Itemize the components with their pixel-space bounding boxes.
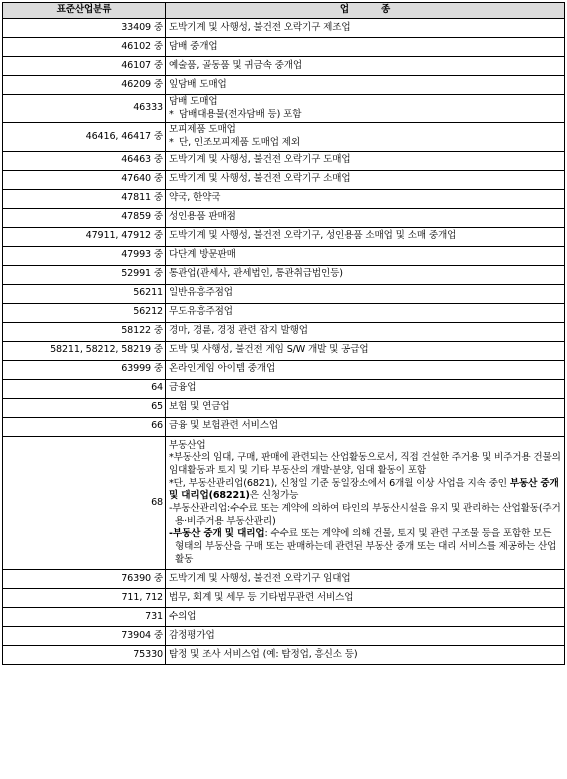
- industry-code: 46209 중: [3, 76, 166, 95]
- industry-code: 33409 중: [3, 19, 166, 38]
- industry-name: 도박기계 및 사행성, 불건전 오락기구, 성인용품 소매업 및 소매 중개업: [166, 227, 565, 246]
- industry-code: 46416, 46417 중: [3, 123, 166, 151]
- table-row: [3, 265, 565, 284]
- industry-name: 보험 및 연금업: [166, 398, 565, 417]
- note-asterisk: *: [169, 452, 174, 464]
- industry-name: 성인용품 판매점: [166, 208, 565, 227]
- industry-name: 약국, 한약국: [166, 189, 565, 208]
- table-row: [3, 322, 565, 341]
- industry-name: 도박기계 및 사행성, 불건전 오락기구 임대업: [166, 570, 565, 589]
- note-asterisk: *: [169, 477, 174, 489]
- industry-code: 47993 중: [3, 246, 166, 265]
- table-row: [3, 398, 565, 417]
- table-row: [3, 123, 565, 151]
- note-text-emphasis: 부동산 중개 및 대리업(68221): [169, 477, 559, 502]
- industry-code: 76390 중: [3, 570, 166, 589]
- table-row: [3, 360, 565, 379]
- table-row: [3, 227, 565, 246]
- industry-code: 46463 중: [3, 151, 166, 170]
- industry-name: 다단계 방문판매: [166, 246, 565, 265]
- table-row: [3, 189, 565, 208]
- table-row: [3, 170, 565, 189]
- industry-code: 47859 중: [3, 208, 166, 227]
- industry-name: 도박기계 및 사행성, 불건전 오락기구 소매업: [166, 170, 565, 189]
- table-row: [3, 95, 565, 123]
- industry-code: 47911, 47912 중: [3, 227, 166, 246]
- note-text: 부동산의 임대, 구매, 판매에 관련되는 산업활동으로서, 직접 건설한 주거용 및 비주거용 건물의 임대활동과 토지 및 기타 부동산의 개발·분양, 임대 활동이 포함: [169, 452, 561, 476]
- subcategory-text: : 수수료 또는 계약에 의해 건물, 토지 및 관련 구조물 등을 포함한 모든 형태의 부동산을 구매 또는 판매하는데 관련된 부동산 중개 또는 대리 서비스를 제공하는 산업활동: [175, 528, 557, 565]
- table-row: [3, 627, 565, 646]
- industry-code: 47640 중: [3, 170, 166, 189]
- note-text: 담배대용물(전자담배 등) 포함: [179, 108, 302, 120]
- table-row: [3, 208, 565, 227]
- industry-code: 46107 중: [3, 57, 166, 76]
- header-industry: 업 종: [166, 3, 565, 19]
- industry-code: 75330: [3, 646, 166, 665]
- industry-code: 63999 중: [3, 360, 166, 379]
- industry-name: 모피제품 도매업: [169, 124, 236, 136]
- industry-name: 일반유흥주점업: [166, 284, 565, 303]
- note-asterisk: *: [169, 136, 174, 148]
- industry-name: 부동산업: [169, 439, 206, 451]
- industry-code: 58122 중: [3, 322, 166, 341]
- industry-note: [169, 137, 561, 150]
- industry-code: 711, 712: [3, 589, 166, 608]
- note-text-part: 은 신청가능: [249, 490, 299, 502]
- table-row: [3, 57, 565, 76]
- subcategory-title: -부동산 중개 및 대리업: [169, 528, 265, 540]
- industry-code: 68: [3, 436, 166, 570]
- industry-code: 66: [3, 417, 166, 436]
- industry-code: 56212: [3, 303, 166, 322]
- industry-name: 금융 및 보험관련 서비스업: [166, 417, 565, 436]
- industry-code: 58211, 58212, 58219 중: [3, 341, 166, 360]
- industry-code: 46333: [3, 95, 166, 123]
- industry-name: 예술품, 골동품 및 귀금속 중개업: [166, 57, 565, 76]
- industry-code: 46102 중: [3, 38, 166, 57]
- note-text-part: 단, 부동산관리업(6821), 신청일 기준 동일장소에서 6개월 이상 사업을 지속 중인: [173, 477, 510, 489]
- table-row: [3, 303, 565, 322]
- table-row: [3, 417, 565, 436]
- industry-name: 도박기계 및 사행성, 불건전 오락기구 도매업: [166, 151, 565, 170]
- industry-name: 담배 도매업: [169, 96, 218, 107]
- industry-code: 64: [3, 379, 166, 398]
- industry-cell: [166, 123, 565, 151]
- industry-name: 탐정 및 조사 서비스업 (예: 탐정업, 흥신소 등): [166, 646, 565, 665]
- industry-name: 수의업: [166, 608, 565, 627]
- industry-code: 731: [3, 608, 166, 627]
- table-row-real-estate: [3, 436, 565, 570]
- industry-cell: [166, 436, 565, 570]
- industry-name: 온라인게임 아이템 중개업: [166, 360, 565, 379]
- industry-name: 금융업: [166, 379, 565, 398]
- table-row: [3, 151, 565, 170]
- industry-name: 무도유흥주점업: [166, 303, 565, 322]
- industry-name: 도박기계 및 사행성, 불건전 오락기구 제조업: [166, 19, 565, 38]
- table-row: [3, 608, 565, 627]
- note-asterisk: *: [169, 108, 174, 120]
- table-row: [3, 570, 565, 589]
- header-code: 표준산업분류: [3, 3, 166, 19]
- note-text: [169, 478, 559, 502]
- table-row: [3, 379, 565, 398]
- subcategory-note: [169, 528, 561, 566]
- industry-note: [169, 109, 561, 122]
- table-row: [3, 246, 565, 265]
- subcategory-note: -부동산관리업:수수료 또는 계약에 의하여 타인의 부동산시설을 유지 및 관리하는 산업활동(주거용·비주거용 부동산관리): [169, 502, 561, 527]
- industry-code: 73904 중: [3, 627, 166, 646]
- industry-name: 도박 및 사행성, 불건전 게임 S/W 개발 및 공급업: [166, 341, 565, 360]
- table-row: [3, 38, 565, 57]
- table-row: [3, 284, 565, 303]
- table-row: [3, 19, 565, 38]
- industry-name: 경마, 경륜, 경정 관련 잡지 발행업: [166, 322, 565, 341]
- industry-name: 감정평가업: [166, 627, 565, 646]
- industry-code: 47811 중: [3, 189, 166, 208]
- restricted-industry-table: [2, 2, 565, 665]
- note-text: 단, 인조모피제품 도매업 제외: [179, 136, 301, 148]
- industry-name: 잎담배 도매업: [166, 76, 565, 95]
- table-row: [3, 646, 565, 665]
- table-row: [3, 341, 565, 360]
- industry-code: 56211: [3, 284, 166, 303]
- table-row: [3, 589, 565, 608]
- industry-name: 담배 중개업: [166, 38, 565, 57]
- industry-code: 52991 중: [3, 265, 166, 284]
- table-row: [3, 76, 565, 95]
- table-header-row: [3, 3, 565, 19]
- industry-note: [169, 478, 561, 503]
- industry-name: 법무, 회계 및 세무 등 기타법무관련 서비스업: [166, 589, 565, 608]
- industry-name: 통관업(관세사, 관세법인, 통관취급법인등): [166, 265, 565, 284]
- industry-note: [169, 452, 561, 477]
- industry-code: 65: [3, 398, 166, 417]
- industry-cell: [166, 95, 565, 123]
